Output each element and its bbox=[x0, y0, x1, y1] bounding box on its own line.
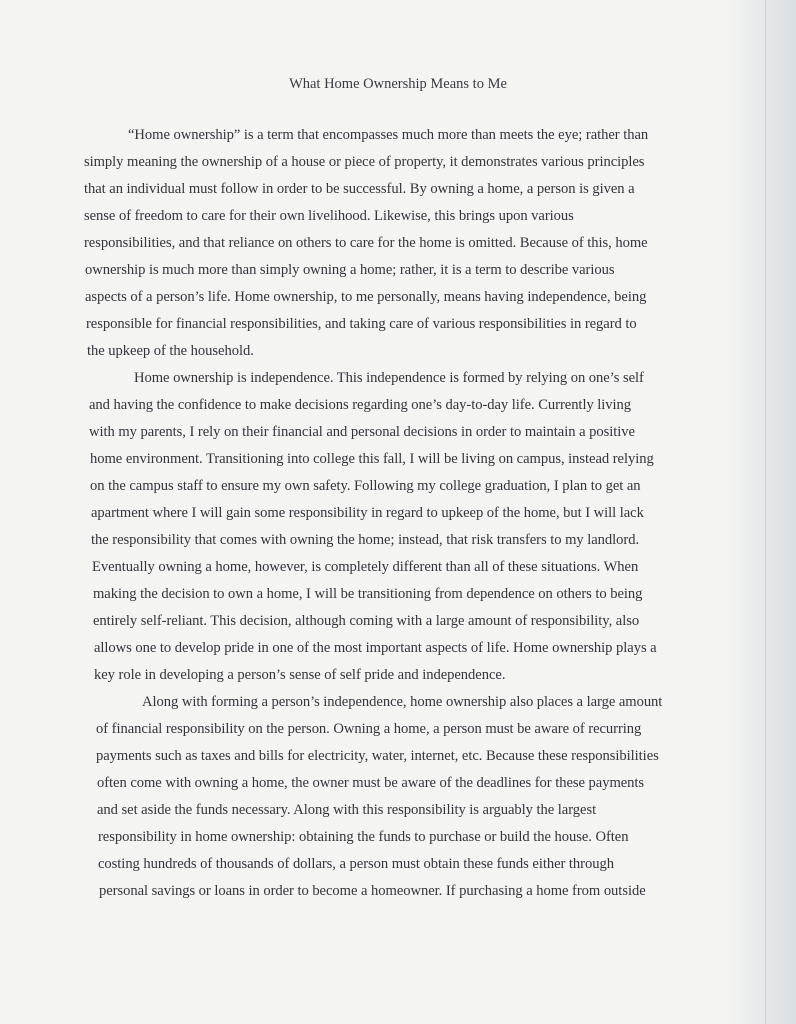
essay-line: of financial responsibility on the person. Owning a home, a person must be aware of recurring bbox=[96, 721, 642, 737]
essay-line: making the decision to own a home, I will be transitioning from dependence on others to being bbox=[93, 586, 643, 602]
essay-line: often come with owning a home, the owner must be aware of the deadlines for these payments bbox=[97, 775, 645, 791]
essay-line: costing hundreds of thousands of dollars, a person must obtain these funds either through bbox=[98, 856, 614, 872]
essay-line: allows one to develop pride in one of the most important aspects of life. Home ownership plays a bbox=[94, 640, 657, 656]
essay-line: and set aside the funds necessary. Along with this responsibility is arguably the largest bbox=[97, 802, 597, 818]
essay-line: key role in developing a person’s sense of self pride and independence. bbox=[94, 667, 506, 683]
essay-line: the upkeep of the household. bbox=[87, 343, 254, 359]
essay-line: responsibilities, and that reliance on others to care for the home is omitted. Because of this, home bbox=[84, 235, 648, 251]
essay-line: apartment where I will gain some responsibility in regard to upkeep of the home, but I will lack bbox=[91, 505, 644, 521]
essay-line: sense of freedom to care for their own livelihood. Likewise, this brings upon various bbox=[84, 208, 574, 224]
essay-line: Home ownership is independence. This independence is formed by relying on one’s self bbox=[134, 370, 644, 386]
essay-line: on the campus staff to ensure my own safety. Following my college graduation, I plan to get an bbox=[90, 478, 641, 494]
essay-title: What Home Ownership Means to Me bbox=[289, 76, 507, 92]
essay-line: payments such as taxes and bills for electricity, water, internet, etc. Because these responsibilities bbox=[96, 748, 659, 764]
essay-line: entirely self-reliant. This decision, although coming with a large amount of responsibility, also bbox=[93, 613, 640, 629]
essay-line: simply meaning the ownership of a house or piece of property, it demonstrates various principles bbox=[84, 154, 645, 170]
scan-edge-line bbox=[765, 0, 766, 1024]
essay-line: aspects of a person’s life. Home ownership, to me personally, means having independence, being bbox=[85, 289, 647, 305]
essay-line: “Home ownership” is a term that encompasses much more than meets the eye; rather than bbox=[128, 127, 649, 143]
scan-edge-shadow bbox=[726, 0, 796, 1024]
essay-line: that an individual must follow in order to be successful. By owning a home, a person is given a bbox=[84, 181, 635, 197]
essay-line: personal savings or loans in order to become a homeowner. If purchasing a home from outside bbox=[99, 883, 646, 899]
essay-line: ownership is much more than simply owning a home; rather, it is a term to describe various bbox=[85, 262, 615, 278]
essay-line: with my parents, I rely on their financial and personal decisions in order to maintain a positive bbox=[89, 424, 635, 440]
essay-line: home environment. Transitioning into college this fall, I will be living on campus, instead relying bbox=[90, 451, 654, 467]
essay-line: responsibility in home ownership: obtaining the funds to purchase or build the house. Often bbox=[98, 829, 629, 845]
essay-line: Eventually owning a home, however, is completely different than all of these situations. When bbox=[92, 559, 639, 575]
essay-line: responsible for financial responsibilities, and taking care of various responsibilities in regard to bbox=[86, 316, 637, 332]
essay-line: and having the confidence to make decisions regarding one’s day-to-day life. Currently living bbox=[89, 397, 632, 413]
essay-line: Along with forming a person’s independence, home ownership also places a large amount bbox=[142, 694, 663, 710]
essay-line: the responsibility that comes with owning the home; instead, that risk transfers to my landlord. bbox=[91, 532, 640, 548]
